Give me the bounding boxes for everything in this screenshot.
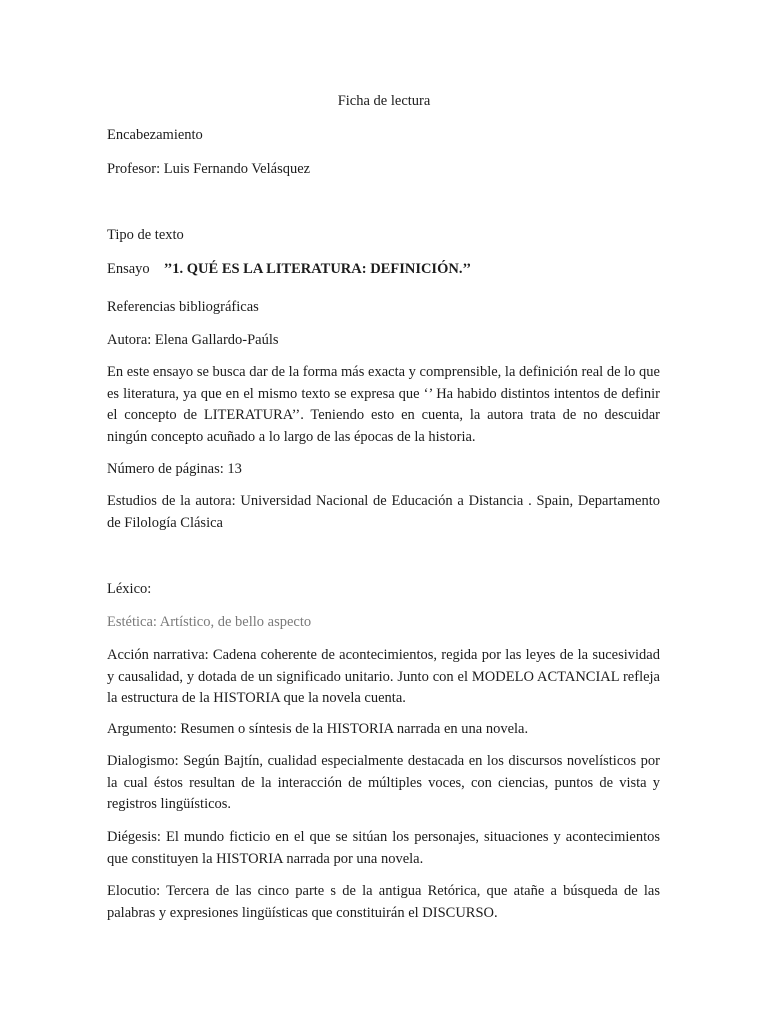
glossary-entry-accion: Acción narrativa: Cadena coherente de acontecimientos, regida por las leyes de la sucesividad y causalidad, y dotada de un significado unitario. Junto con el MODELO ACTANCIAL refleja la estructura de la HISTORIA que la novela cuenta. xyxy=(107,647,660,706)
ensayo-title: ’’1. QUÉ ES LA LITERATURA: DEFINICIÓN.’’ xyxy=(163,261,472,277)
glossary-entry-dialogismo: Dialogismo: Según Bajtín, cualidad especialmente destacada en los discursos novelísticos por la cual éstos resultan de la interacción de múltiples voces, con ciencias, puntos de vista y registros lingüísticos. xyxy=(107,753,660,812)
lexico-label: Léxico: xyxy=(107,581,152,597)
glossary-entry-elocutio: Elocutio: Tercera de las cinco parte s de la antigua Retórica, que atañe a búsqueda de las palabras y expresiones lingüísticas que constituirán el DISCURSO. xyxy=(107,883,660,921)
tipo-texto-label: Tipo de texto xyxy=(107,227,184,243)
glossary-entry-diegesis: Diégesis: El mundo ficticio en el que se sitúan los personajes, situaciones y acontecimientos que constituyen la HISTORIA narrada por una novela. xyxy=(107,829,660,867)
page-title: Ficha de lectura xyxy=(337,93,431,109)
autora-line: Autora: Elena Gallardo-Paúls xyxy=(107,332,279,348)
estudios-paragraph: Estudios de la autora: Universidad Nacional de Educación a Distancia . Spain, Departamento de Filología Clásica xyxy=(107,493,660,531)
profesor-line: Profesor: Luis Fernando Velásquez xyxy=(107,161,311,177)
paginas-line: Número de páginas: 13 xyxy=(107,461,242,477)
referencias-label: Referencias bibliográficas xyxy=(107,299,259,315)
heading-encabezamiento: Encabezamiento xyxy=(107,127,203,143)
glossary-entry-argumento: Argumento: Resumen o síntesis de la HISTORIA narrada en una novela. xyxy=(107,721,529,737)
resumen-paragraph: En este ensayo se busca dar de la forma más exacta y comprensible, la definición real de lo que es literatura, ya que en el mismo texto se expresa que ‘’ Ha habido distintos intentos de definir el concepto de LITERATURA’’. Teniendo esto en cuenta, la autora trata de no descuidar ningún concepto acuñado a lo largo de las épocas de la historia. xyxy=(107,364,660,445)
estetica-entry: Estética: Artístico, de bello aspecto xyxy=(107,614,312,630)
ensayo-line xyxy=(107,259,471,279)
ensayo-label: Ensayo xyxy=(107,261,150,277)
